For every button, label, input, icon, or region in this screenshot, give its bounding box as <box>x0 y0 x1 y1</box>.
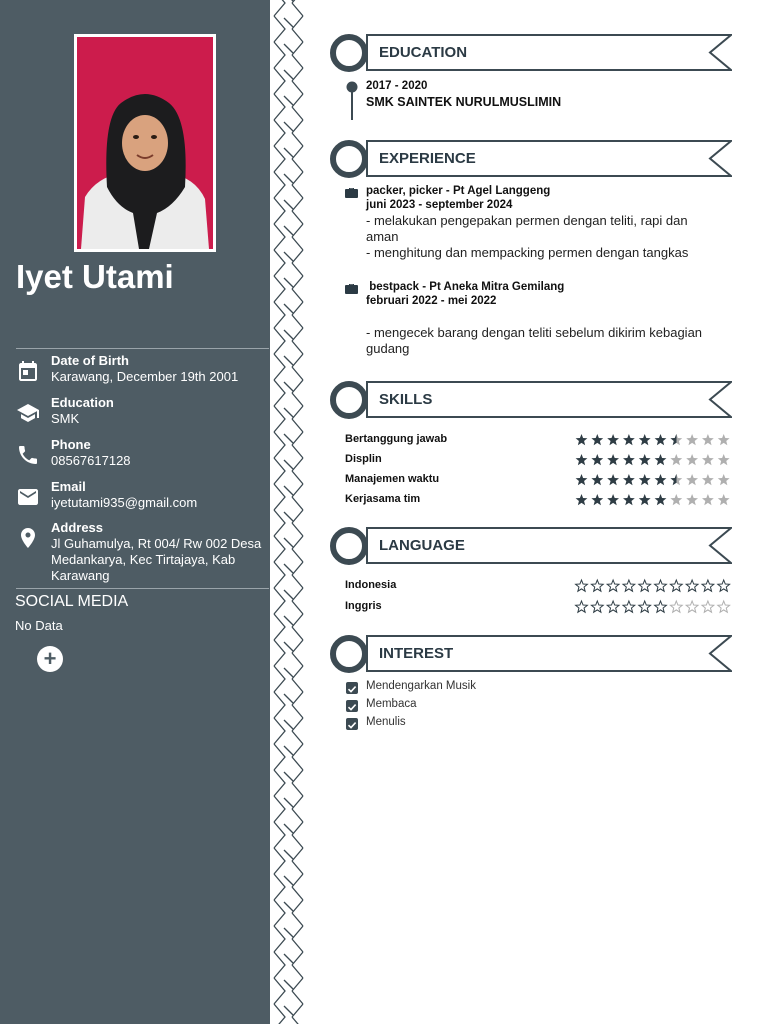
star-icon <box>655 434 667 445</box>
star-icon <box>686 580 698 591</box>
star-icon <box>639 434 651 445</box>
star-icon <box>607 601 619 612</box>
section-header-education <box>330 33 732 73</box>
detail-title: Address <box>51 520 104 535</box>
star-icon <box>607 494 619 505</box>
detail-title: Education <box>51 395 114 410</box>
checkbox-icon <box>346 700 358 712</box>
star-icon <box>607 474 619 485</box>
envelope-icon <box>16 485 40 509</box>
social-media-value: No Data <box>15 618 63 633</box>
timeline-marker-icon <box>346 81 358 121</box>
language-name: Inggris <box>345 600 382 612</box>
divider <box>16 348 269 349</box>
detail-title: Email <box>51 479 86 494</box>
star-icon <box>591 494 603 505</box>
section-title: EXPERIENCE <box>379 150 476 167</box>
detail-address <box>16 520 268 586</box>
experience-period: februari 2022 - mei 2022 <box>366 295 497 307</box>
star-icon <box>639 601 651 612</box>
detail-title: Date of Birth <box>51 353 129 368</box>
skill-name: Manajemen waktu <box>345 473 440 485</box>
star-icon <box>686 434 698 445</box>
detail-value: iyetutami935@gmail.com <box>51 495 198 510</box>
star-icon <box>686 454 698 465</box>
star-icon <box>655 474 667 485</box>
section-title: EDUCATION <box>379 44 468 61</box>
star-icon <box>591 434 603 445</box>
section-header-interest <box>330 634 732 674</box>
checkbox-icon <box>346 682 358 694</box>
star-icon <box>686 601 698 612</box>
language-rating <box>574 578 732 594</box>
language-name: Indonesia <box>345 579 397 591</box>
star-icon <box>607 454 619 465</box>
sidebar <box>0 0 270 1024</box>
skill-name: Displin <box>345 453 382 465</box>
detail-value: Jl Guhamulya, Rt 004/ Rw 002 Desa Medankarya, Kec Tirtajaya, Kab Karawang <box>51 536 262 583</box>
star-icon <box>591 601 603 612</box>
briefcase-icon <box>345 187 358 198</box>
detail-title: Phone <box>51 437 91 452</box>
star-icon <box>623 474 635 485</box>
education-school: SMK SAINTEK NURULMUSLIMIN <box>366 95 562 109</box>
detail-phone <box>16 437 268 473</box>
language-rating <box>574 599 732 615</box>
map-pin-icon <box>16 526 40 550</box>
star-icon <box>623 580 635 591</box>
star-icon <box>655 580 667 591</box>
star-icon <box>670 601 682 612</box>
interest-item: Mendengarkan Musik <box>366 680 476 692</box>
star-icon <box>576 580 588 591</box>
education-years: 2017 - 2020 <box>366 80 428 92</box>
social-media-title: SOCIAL MEDIA <box>15 593 129 610</box>
experience-role: bestpack - Pt Aneka Mitra Gemilang <box>366 281 565 293</box>
star-icon <box>576 434 588 445</box>
experience-role: packer, picker - Pt Agel Langgeng <box>366 185 551 197</box>
briefcase-icon <box>345 283 358 294</box>
section-circle-icon <box>330 635 368 673</box>
language-row <box>345 579 732 595</box>
skill-rating <box>574 472 732 488</box>
skill-row <box>345 493 732 509</box>
detail-education <box>16 395 268 431</box>
star-icon <box>639 474 651 485</box>
skill-row <box>345 453 732 469</box>
star-icon <box>623 434 635 445</box>
star-icon <box>591 580 603 591</box>
star-icon <box>670 474 682 485</box>
star-icon <box>576 601 588 612</box>
section-circle-icon <box>330 527 368 565</box>
star-icon <box>607 580 619 591</box>
star-icon <box>670 494 682 505</box>
section-circle-icon <box>330 140 368 178</box>
section-title: LANGUAGE <box>379 537 465 554</box>
star-icon <box>686 494 698 505</box>
star-icon <box>639 454 651 465</box>
star-icon <box>702 494 714 505</box>
star-icon <box>655 494 667 505</box>
star-icon <box>718 454 730 465</box>
phone-icon <box>16 443 40 467</box>
interest-item: Menulis <box>366 716 406 728</box>
detail-value: 08567617128 <box>51 453 131 468</box>
experience-period: juni 2023 - september 2024 <box>366 199 513 211</box>
star-icon <box>623 494 635 505</box>
star-icon <box>702 474 714 485</box>
calendar-icon <box>16 359 40 383</box>
profile-photo-frame <box>74 34 216 252</box>
star-icon <box>591 474 603 485</box>
star-icon <box>718 580 730 591</box>
detail-value: SMK <box>51 411 80 426</box>
star-icon <box>639 580 651 591</box>
skill-row <box>345 473 732 489</box>
detail-value: Karawang, December 19th 2001 <box>51 369 239 384</box>
divider <box>16 588 269 589</box>
skill-name: Kerjasama tim <box>345 493 421 505</box>
star-icon <box>702 434 714 445</box>
language-row <box>345 600 732 616</box>
profile-name: Iyet Utami <box>16 258 174 295</box>
section-header-skills <box>330 380 732 420</box>
decorative-pattern <box>270 0 306 1024</box>
detail-email <box>16 479 268 515</box>
interest-item: Membaca <box>366 698 417 710</box>
skill-rating <box>574 432 732 448</box>
detail-date-of-birth <box>16 353 268 389</box>
section-title: SKILLS <box>379 391 433 408</box>
add-social-button[interactable]: + <box>37 646 63 672</box>
section-circle-icon <box>330 381 368 419</box>
star-icon <box>718 474 730 485</box>
section-header-language <box>330 526 732 566</box>
star-icon <box>702 580 714 591</box>
experience-desc: - menghitung dan mempacking permen dengan tangkas <box>366 245 689 260</box>
star-icon <box>623 601 635 612</box>
experience-desc: - melakukan pengepakan permen dengan teliti, rapi dan aman <box>366 213 688 244</box>
star-icon <box>670 580 682 591</box>
star-icon <box>639 494 651 505</box>
star-icon <box>686 474 698 485</box>
graduation-cap-icon <box>16 401 40 425</box>
star-icon <box>702 454 714 465</box>
section-circle-icon <box>330 34 368 72</box>
star-icon <box>576 494 588 505</box>
star-icon <box>702 601 714 612</box>
star-icon <box>655 454 667 465</box>
section-header-experience <box>330 139 732 179</box>
skill-rating <box>574 492 732 508</box>
star-icon <box>718 601 730 612</box>
star-icon <box>607 434 619 445</box>
skill-row <box>345 433 732 449</box>
section-title: INTEREST <box>379 645 454 662</box>
star-icon <box>576 454 588 465</box>
star-icon <box>670 454 682 465</box>
checkbox-icon <box>346 718 358 730</box>
star-icon <box>591 454 603 465</box>
star-icon <box>655 601 667 612</box>
star-icon <box>670 434 682 445</box>
skill-rating <box>574 452 732 468</box>
star-icon <box>576 474 588 485</box>
experience-desc: - mengecek barang dengan teliti sebelum dikirim kebagian gudang <box>366 325 703 356</box>
star-icon <box>718 494 730 505</box>
star-icon <box>623 454 635 465</box>
star-icon <box>718 434 730 445</box>
skill-name: Bertanggung jawab <box>345 433 448 445</box>
profile-photo <box>77 37 213 249</box>
